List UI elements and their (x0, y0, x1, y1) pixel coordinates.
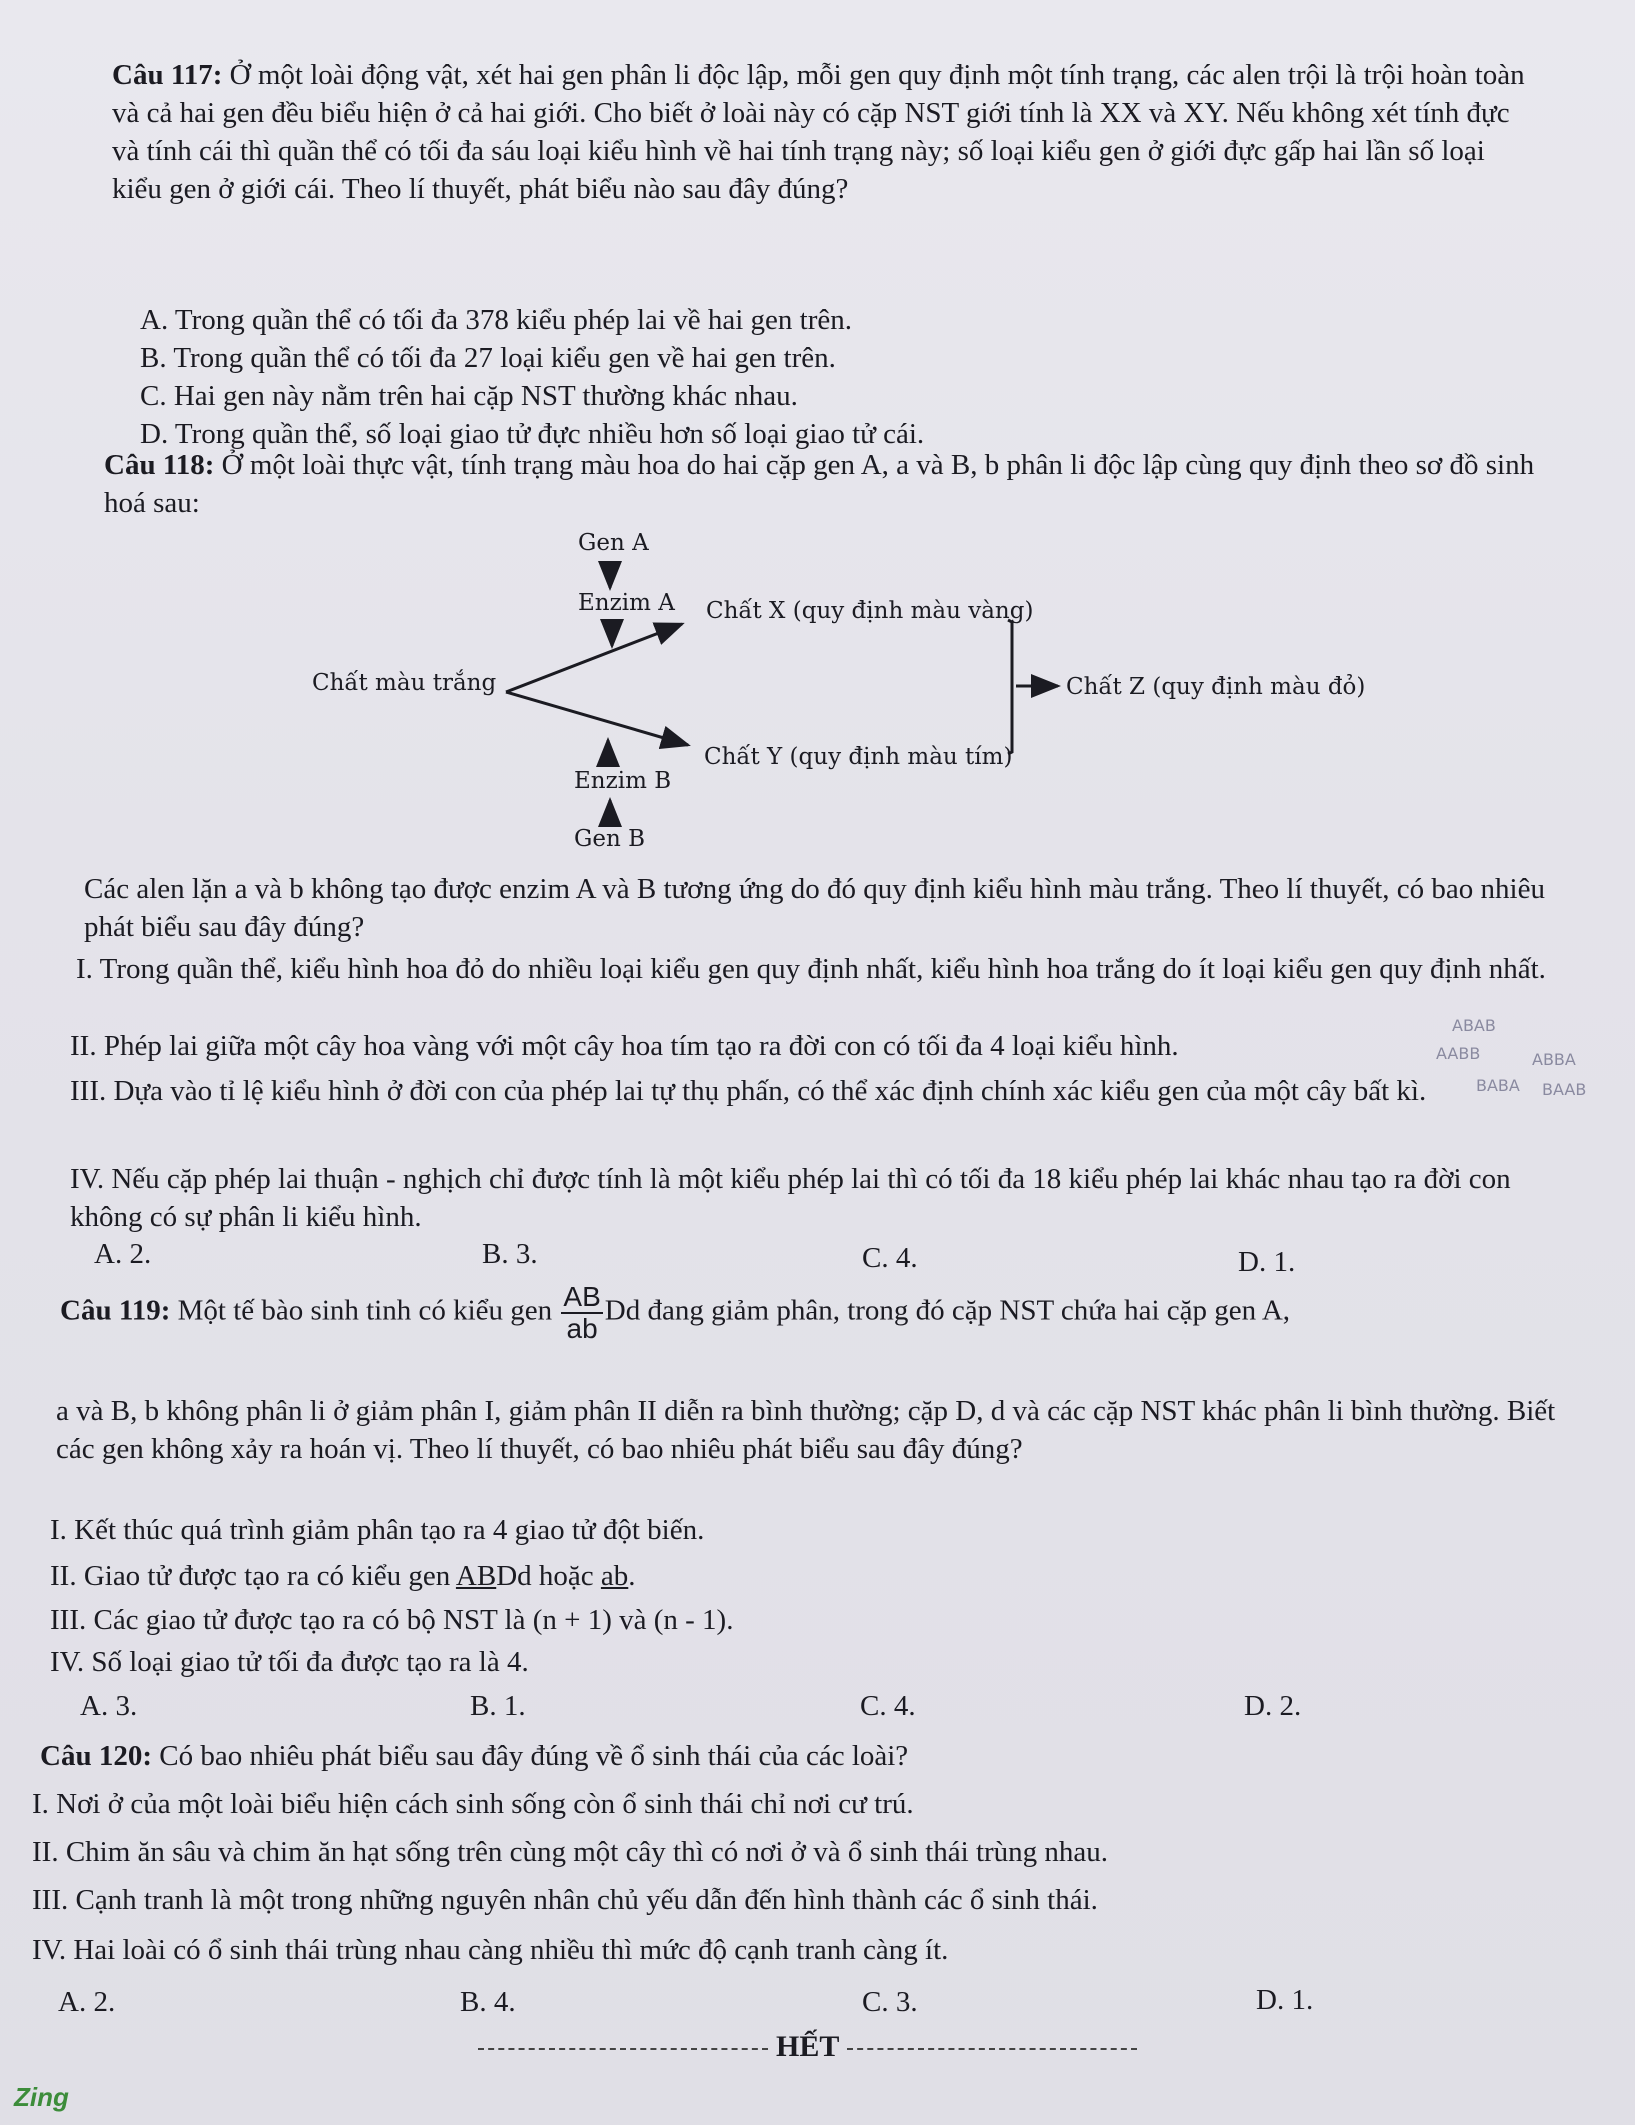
question-label: Câu 118: (104, 449, 215, 481)
question-text: a và B, b không phân li ở giảm phân I, giảm phân II diễn ra bình thường; cặp D, d và các cặp NST khác phân li bình thường. Biết các gen không xảy ra hoán vị. Theo lí thuyết, có bao nhiêu phát biểu sau đây đúng? (56, 1395, 1556, 1465)
enzim-b-label: Enzim B (574, 768, 672, 794)
answer-a: A. 3. (80, 1690, 138, 1722)
statement-1 (76, 950, 1556, 988)
question-stem: Ở một loài động vật, xét hai gen phân li độc lập, mỗi gen quy định một tính trạng, các alen trội là trội hoàn toàn và cả hai gen đều biểu hiện ở cả hai giới. Cho biết ở loài này có cặp NST giới tính là XX và XY. Nếu không xét tính đực và tính cái thì quần thể có tối đa sáu loại kiểu hình về hai tính trạng này; số loại kiểu gen ở giới đực gấp hai lần số loại kiểu gen ở giới cái. Theo lí thuyết, phát biểu nào sau đây đúng? (112, 59, 1525, 205)
statement-1: I. Nơi ở của một loài biểu hiện cách sinh sống còn ổ sinh thái chỉ nơi cư trú. (32, 1788, 914, 1820)
statement-1: I. Kết thúc quá trình giảm phân tạo ra 4 giao tử đột biến. (50, 1514, 705, 1546)
handwritten-note: BABA (1476, 1076, 1520, 1095)
answer-c: C. 4. (862, 1242, 918, 1274)
bracket (1008, 620, 1012, 754)
handwritten-note: AABB (1436, 1044, 1481, 1063)
question-118-after (84, 870, 1554, 946)
dash-left (478, 2048, 768, 2050)
question-label: Câu 117: (112, 59, 223, 91)
handwritten-note: ABAB (1452, 1016, 1496, 1035)
enzim-a-label: Enzim A (578, 590, 675, 616)
answer-a: A. 2. (94, 1238, 152, 1270)
statement-2 (50, 1560, 636, 1593)
genotype-ab-recessive: ab (600, 1560, 629, 1592)
statement-4 (70, 1160, 1570, 1236)
answer-d: D. 2. (1244, 1690, 1302, 1722)
statement-text: I. Trong quần thể, kiểu hình hoa đỏ do nhiều loại kiểu gen quy định nhất, kiểu hình hoa trắng do ít loại kiểu gen quy định nhất. (76, 953, 1546, 985)
option-d: D. Trong quần thể, số loại giao tử đực nhiều hơn số loại giao tử cái. (140, 418, 925, 450)
option-b: B. Trong quần thể có tối đa 27 loại kiểu gen về hai gen trên. (140, 342, 836, 374)
question-stem: Ở một loài thực vật, tính trạng màu hoa do hai cặp gen A, a và B, b phân li độc lập cùng quy định theo sơ đồ sinh hoá sau: (104, 449, 1535, 519)
end-marker (470, 2030, 1145, 2064)
answer-b: B. 3. (482, 1238, 538, 1270)
statement-2: II. Phép lai giữa một cây hoa vàng với một cây hoa tím tạo ra đời con có tối đa 4 loại kiểu hình. (70, 1030, 1179, 1062)
answer-d: D. 1. (1238, 1246, 1296, 1278)
arrow-to-chat-y (506, 692, 688, 745)
answer-b: B. 1. (470, 1690, 526, 1722)
answer-c: C. 3. (862, 1986, 918, 2018)
question-119-rest (56, 1392, 1586, 1468)
option-a: A. Trong quần thể có tối đa 378 kiểu phép lai về hai gen trên. (140, 304, 852, 336)
chat-z-label: Chất Z (quy định màu đỏ) (1066, 674, 1366, 700)
question-stem-cont: Dd đang giảm phân, trong đó cặp NST chứa hai cặp gen A, (604, 1294, 1291, 1327)
statement-2: II. Chim ăn sâu và chim ăn hạt sống trên cùng một cây thì có nơi ở và ổ sinh thái trùng nhau. (32, 1836, 1109, 1868)
statement-text: Dd hoặc (496, 1560, 601, 1592)
gen-b-label: Gen B (574, 826, 646, 852)
genotype-ab: AB (455, 1560, 497, 1592)
dash-right (847, 2048, 1137, 2050)
question-stem: Có bao nhiêu phát biểu sau đây đúng về ổ sinh thái của các loài? (159, 1740, 909, 1772)
statement-text: III. Dựa vào tỉ lệ kiểu hình ở đời con của phép lai tự thụ phấn, có thể xác định chính xác kiểu gen của một cây bất kì. (70, 1075, 1427, 1107)
fraction-numerator: AB (563, 1281, 601, 1312)
handwritten-note: BAAB (1542, 1080, 1587, 1099)
statement-text: . (628, 1560, 636, 1592)
question-119 (60, 1282, 1290, 1344)
question-120 (40, 1740, 908, 1773)
statement-3 (70, 1072, 1570, 1110)
pathway-arrows (0, 0, 1635, 900)
gen-a-label: Gen A (578, 530, 649, 556)
answer-d: D. 1. (1256, 1984, 1314, 2016)
statement-4: IV. Số loại giao tử tối đa được tạo ra là 4. (50, 1646, 529, 1678)
end-text: HẾT (776, 2030, 840, 2063)
chat-x-label: Chất X (quy định màu vàng) (706, 598, 1034, 624)
zing-logo: Zing (14, 2082, 69, 2112)
genotype-fraction (561, 1282, 602, 1344)
question-label: Câu 120: (40, 1740, 152, 1772)
statement-3: III. Cạnh tranh là một trong những nguyên nhân chủ yếu dẫn đến hình thành các ổ sinh thái. (32, 1884, 1098, 1916)
answer-a: A. 2. (58, 1986, 116, 2018)
statement-text: II. Giao tử được tạo ra có kiểu gen (50, 1560, 456, 1592)
answer-c: C. 4. (860, 1690, 916, 1722)
statement-4: IV. Hai loài có ổ sinh thái trùng nhau càng nhiều thì mức độ cạnh tranh càng ít. (32, 1934, 949, 1966)
answer-b: B. 4. (460, 1986, 516, 2018)
fraction-denominator: ab (566, 1313, 598, 1344)
question-label: Câu 119: (60, 1294, 171, 1327)
question-stem: Một tế bào sinh tinh có kiểu gen (177, 1294, 553, 1327)
question-text: Các alen lặn a và b không tạo được enzim A và B tương ứng do đó quy định kiểu hình màu trắng. Theo lí thuyết, có bao nhiêu phát biểu sau đây đúng? (84, 873, 1545, 943)
arrow-to-chat-x (506, 624, 682, 692)
statement-text: IV. Nếu cặp phép lai thuận - nghịch chỉ được tính là một kiểu phép lai thì có tối đa 18 kiểu phép lai khác nhau tạo ra đời con không có sự phân li kiểu hình. (70, 1163, 1511, 1233)
statement-3: III. Các giao tử được tạo ra có bộ NST là (n + 1) và (n - 1). (50, 1604, 734, 1636)
chat-y-label: Chất Y (quy định màu tím) (704, 744, 1013, 770)
option-c: C. Hai gen này nằm trên hai cặp NST thường khác nhau. (140, 380, 798, 412)
handwritten-note: ABBA (1532, 1050, 1576, 1069)
chat-mau-trang-label: Chất màu trắng (312, 670, 497, 696)
